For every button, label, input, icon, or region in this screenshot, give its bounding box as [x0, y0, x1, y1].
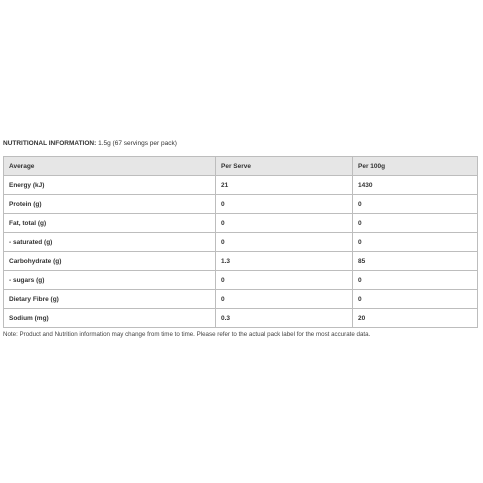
- serving-info: 1.5g (67 servings per pack): [98, 140, 177, 147]
- table-row: [4, 214, 478, 233]
- per-100g-value: 1430: [353, 176, 478, 195]
- table-row: [4, 176, 478, 195]
- nutrient-name: Dietary Fibre (g): [4, 290, 216, 309]
- table-header-row: [4, 157, 478, 176]
- per-100g-value: 0: [353, 233, 478, 252]
- table-row: [4, 309, 478, 328]
- per-100g-value: 0: [353, 214, 478, 233]
- per-serve-value: 0: [216, 195, 353, 214]
- per-100g-value: 20: [353, 309, 478, 328]
- nutrient-name: Fat, total (g): [4, 214, 216, 233]
- table-row: [4, 271, 478, 290]
- column-header-average: Average: [4, 157, 216, 176]
- column-header-per-serve: Per Serve: [216, 157, 353, 176]
- per-serve-value: 21: [216, 176, 353, 195]
- per-serve-value: 0: [216, 271, 353, 290]
- nutrient-name: - saturated (g): [4, 233, 216, 252]
- column-header-per-100g: Per 100g: [353, 157, 478, 176]
- disclaimer-note: Note: Product and Nutrition information may change from time to time. Please refer to the actual pack label for the most accurate data.: [3, 331, 371, 338]
- table-row: [4, 233, 478, 252]
- nutrient-name: Energy (kJ): [4, 176, 216, 195]
- per-serve-value: 0: [216, 290, 353, 309]
- per-serve-value: 0: [216, 214, 353, 233]
- per-100g-value: 0: [353, 290, 478, 309]
- per-serve-value: 1.3: [216, 252, 353, 271]
- nutrient-name: - sugars (g): [4, 271, 216, 290]
- nutrition-heading-label: NUTRITIONAL INFORMATION:: [3, 140, 97, 147]
- table-row: [4, 252, 478, 271]
- table-row: [4, 290, 478, 309]
- per-100g-value: 85: [353, 252, 478, 271]
- table-row: [4, 195, 478, 214]
- nutrient-name: Carbohydrate (g): [4, 252, 216, 271]
- nutrient-name: Sodium (mg): [4, 309, 216, 328]
- nutrition-heading: [3, 140, 177, 147]
- nutrient-name: Protein (g): [4, 195, 216, 214]
- per-100g-value: 0: [353, 195, 478, 214]
- per-serve-value: 0.3: [216, 309, 353, 328]
- per-serve-value: 0: [216, 233, 353, 252]
- per-100g-value: 0: [353, 271, 478, 290]
- nutrition-table: [3, 156, 478, 328]
